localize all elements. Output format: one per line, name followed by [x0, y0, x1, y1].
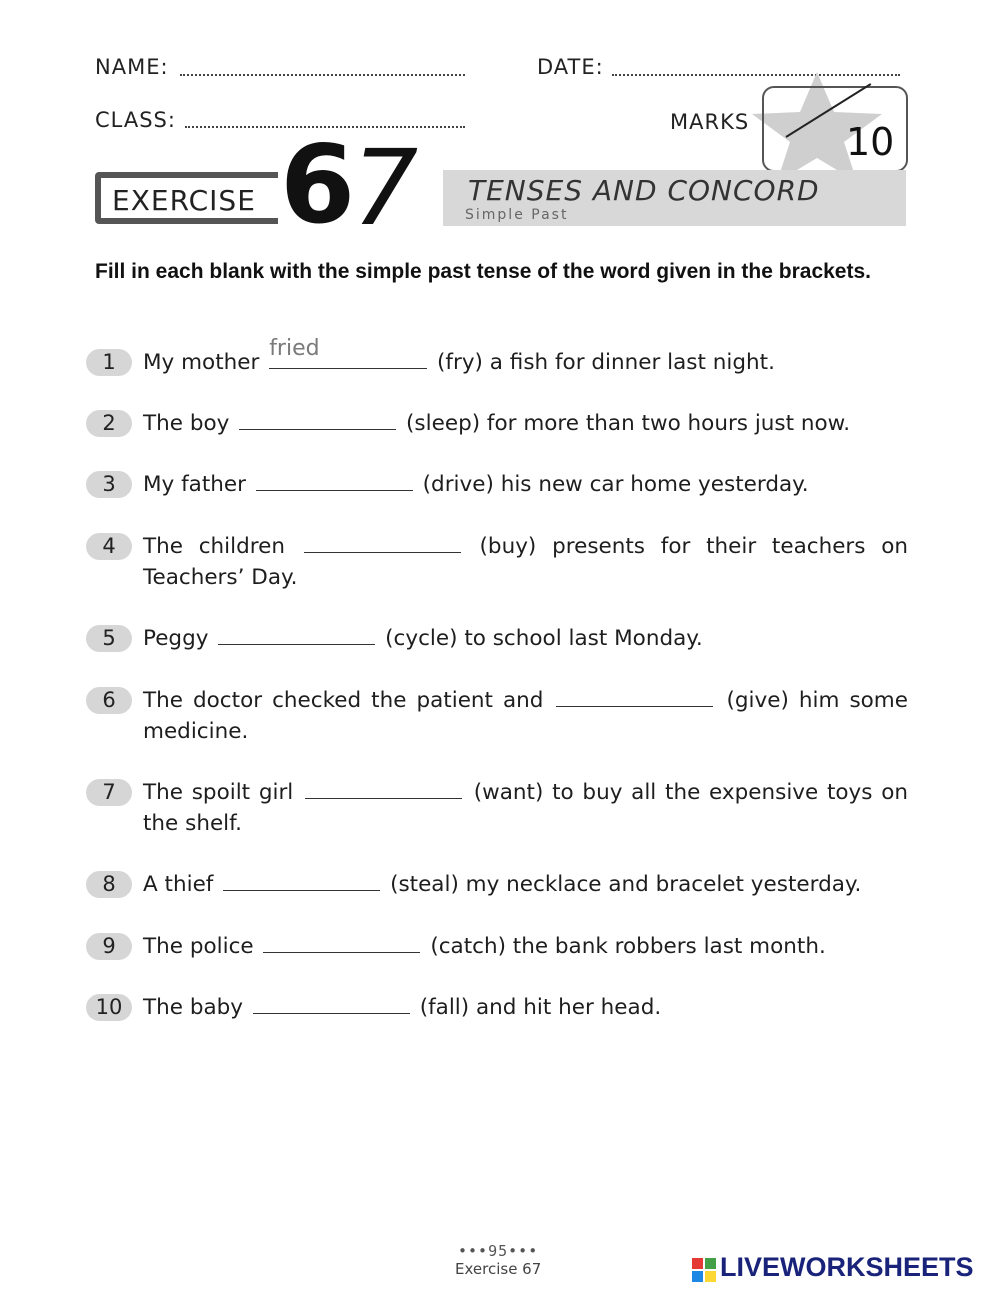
question-text-before: My mother: [143, 350, 260, 375]
class-label: CLASS:: [95, 108, 176, 132]
liveworksheets-logo-icon: [692, 1258, 716, 1282]
answer-blank[interactable]: [304, 551, 461, 553]
question-number: 5: [86, 625, 132, 652]
answer-blank[interactable]: [269, 336, 427, 369]
answer-blank[interactable]: [256, 489, 413, 491]
question-text-after: (sleep) for more than two hours just now.: [406, 411, 851, 436]
question-number: 7: [86, 779, 132, 806]
question-text-before: A thief: [143, 872, 214, 897]
question-8: [86, 869, 908, 900]
page-number: •••95•••: [458, 1242, 539, 1260]
topic-title: TENSES AND CONCORD: [468, 174, 820, 207]
question-number: 6: [86, 687, 132, 714]
answer-blank[interactable]: [305, 797, 462, 799]
marks-label: MARKS: [670, 110, 750, 134]
question-text-before: My father: [143, 472, 246, 497]
question-number: 8: [86, 871, 132, 898]
answer-blank[interactable]: [239, 428, 396, 430]
answer-blank[interactable]: [253, 1012, 410, 1014]
question-number: 4: [86, 533, 132, 560]
exercise-number-first: 6: [280, 123, 356, 248]
instructions: Fill in each blank with the simple past tense of the word given in the brackets.: [95, 260, 871, 283]
name-label: NAME:: [95, 55, 169, 79]
answer-blank[interactable]: [218, 643, 375, 645]
question-text-after: (drive) his new car home yesterday.: [422, 472, 809, 497]
question-text-before: The doctor checked the patient and: [143, 688, 544, 713]
question-3: [86, 469, 908, 500]
question-text-after: (fall) and hit her head.: [419, 995, 662, 1020]
question-text-after: (give) him some medicine.: [143, 688, 908, 744]
answer-blank[interactable]: [263, 951, 420, 953]
question-text-after: (catch) the bank robbers last month.: [430, 934, 826, 959]
question-number: 2: [86, 410, 132, 437]
name-field[interactable]: [180, 74, 465, 76]
question-1: [86, 336, 908, 378]
question-text-after: (steal) my necklace and bracelet yesterday.: [390, 872, 862, 897]
question-text-after: (cycle) to school last Monday.: [385, 626, 703, 651]
question-text-before: Peggy: [143, 626, 209, 651]
question-number: 9: [86, 933, 132, 960]
question-text-before: The baby: [143, 995, 244, 1020]
question-text-after: (buy) presents for their teachers on Teachers’ Day.: [143, 534, 908, 590]
question-text-before: The police: [143, 934, 254, 959]
answer-blank[interactable]: [223, 889, 380, 891]
question-text-before: The boy: [143, 411, 230, 436]
question-number: 10: [86, 994, 132, 1021]
question-text-after: (fry) a fish for dinner last night.: [437, 350, 775, 375]
question-10: [86, 992, 908, 1023]
question-number: 3: [86, 471, 132, 498]
question-text-after: (want) to buy all the expensive toys on the shelf.: [143, 780, 909, 836]
answer-text: fried: [269, 336, 320, 361]
question-number: 1: [86, 349, 132, 376]
footer-exercise: Exercise 67: [455, 1260, 542, 1278]
question-7: [86, 777, 908, 839]
question-text-before: The children: [143, 534, 286, 559]
exercise-label: EXERCISE: [112, 184, 256, 217]
question-4: [86, 531, 908, 593]
liveworksheets-brand: LIVEWORKSHEETS: [720, 1252, 974, 1282]
topic-subtitle: Simple Past: [465, 207, 569, 223]
answer-blank[interactable]: [556, 705, 713, 707]
question-5: [86, 623, 908, 654]
question-6: [86, 685, 908, 747]
exercise-number-second: 7: [352, 127, 419, 249]
marks-total: 10: [846, 120, 895, 164]
date-label: DATE:: [537, 55, 604, 79]
question-2: [86, 408, 908, 439]
question-text-before: The spoilt girl: [143, 780, 294, 805]
question-9: [86, 931, 908, 962]
